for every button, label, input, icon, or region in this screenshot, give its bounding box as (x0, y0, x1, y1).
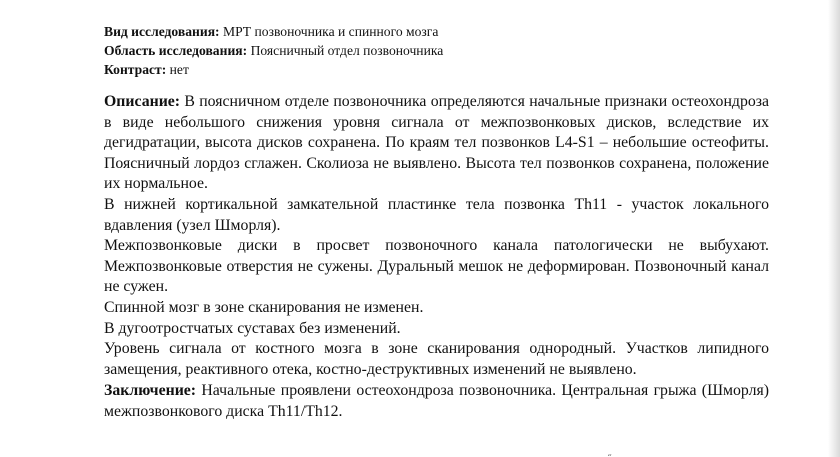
description-text-1: В поясничном отделе позвоночника определяются начальные признаки остеохондроза в виде небольшого снижения уровня сигнала от межпозвонковых дисков, вследствие их дегидратации, высота дисков сохранена. По краям тел позвонков L4-S1 – небольшие остеофиты. Поясничный лордоз сглажен. Сколиоза не выявлено. Высота тел позвонков сохранена, положение их нормальное. (104, 93, 769, 193)
conclusion-section (104, 381, 769, 422)
area-line (104, 41, 784, 60)
description-paragraph-3: Межпозвонковые диски в просвет позвоночного канала патологически не выбухают. Межпозвонковые отверстия не сужены. Дуральный мешок не деформирован. Позвоночный канал не сужен. (104, 237, 769, 296)
page-corner-mark: ˶ (608, 449, 612, 457)
study-type-label: Вид исследования: (104, 24, 220, 39)
conclusion-text: Начальные проявлени остеохондроза позвоночника. Центральная грыжа (Шморля) межпозвонкового диска Th11/Th12. (104, 382, 769, 420)
description-paragraph-6: Уровень сигнала от костного мозга в зоне сканирования однородный. Участков липидного замещения, реактивного отека, костно-деструктивных изменений не выявлено. (104, 340, 769, 378)
conclusion-label: Заключение: (104, 382, 197, 399)
contrast-value: нет (169, 62, 189, 77)
contrast-label: Контраст: (104, 62, 167, 77)
area-value: Поясничный отдел позвоночника (250, 43, 444, 58)
study-type-value: МРТ позвоночника и спинного мозга (222, 24, 439, 39)
area-label: Область исследования: (104, 43, 248, 58)
description-paragraph-1 (104, 92, 769, 195)
description-label: Описание: (104, 93, 181, 110)
description-paragraph-5: В дугоотростчатых суставах без изменений. (104, 319, 401, 337)
description-paragraph-2: В нижней кортикальной замкательной пластинке тела позвонка Th11 - участок локального вдавления (узел Шморля). (104, 195, 769, 234)
description-section (104, 92, 769, 380)
report-header (104, 22, 784, 79)
contrast-line (104, 60, 784, 79)
conclusion-paragraph (104, 381, 769, 422)
page-edge-shadow (828, 0, 840, 457)
description-paragraph-4: Спинной мозг в зоне сканирования не изменен. (104, 298, 424, 316)
study-type-line (104, 22, 784, 41)
